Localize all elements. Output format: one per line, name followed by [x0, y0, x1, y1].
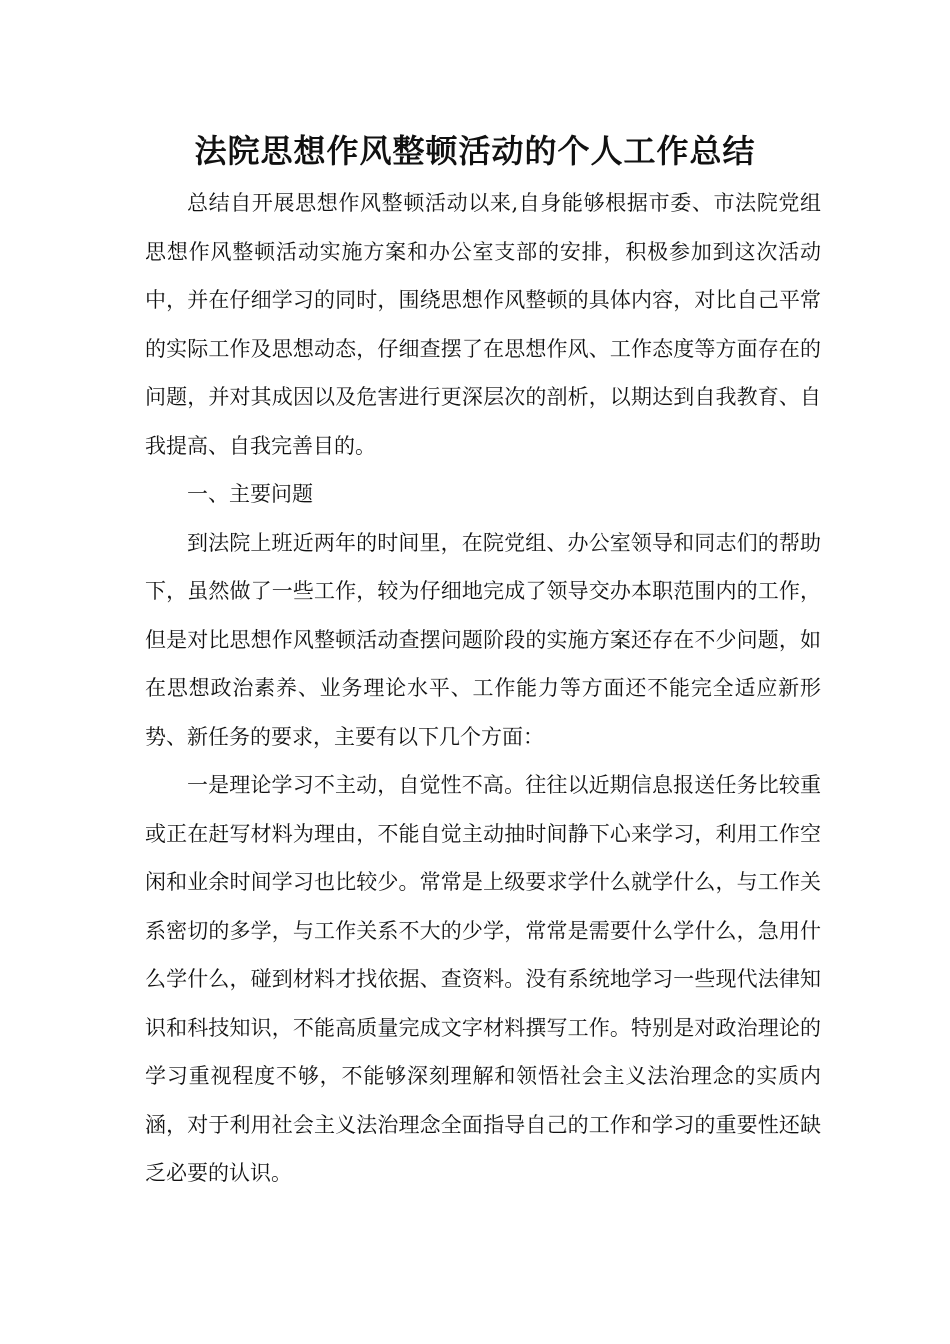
document-title: 法院思想作风整顿活动的个人工作总结 [194, 132, 756, 170]
document-body [145, 179, 821, 1198]
section-heading-main-problems: 一、主要问题 [187, 482, 313, 506]
paragraph-problem-one: 一是理论学习不主动，自觉性不高。往往以近期信息报送任务比较重或正在赶写材料为理由，不能自觉主动抽时间静下心来学习，利用工作空闲和业余时间学习也比较少。常常是上级要求学什么就学什么，与工作关系密切的多学，与工作关系不大的少学，常常是需要什么学什么，急用什么学什么，碰到材料才找依据、查资料。没有系统地学习一些现代法律知识和科技知识，不能高质量完成文字材料撰写工作。特别是对政治理论的学习重视程度不够，不能够深刻理解和领悟社会主义法治理念的实质内涵，对于利用社会主义法治理念全面指导自己的工作和学习的重要性还缺乏必要的认识。 [145, 773, 821, 1185]
paragraph-problems-overview: 到法院上班近两年的时间里，在院党组、办公室领导和同志们的帮助下，虽然做了一些工作，较为仔细地完成了领导交办本职范围内的工作，但是对比思想作风整顿活动查摆问题阶段的实施方案还存在不少问题，如在思想政治素养、业务理论水平、工作能力等方面还不能完全适应新形势、新任务的要求，主要有以下几个方面： [145, 530, 821, 749]
paragraph-intro: 总结自开展思想作风整顿活动以来,自身能够根据市委、市法院党组思想作风整顿活动实施方案和办公室支部的安排，积极参加到这次活动中，并在仔细学习的同时，围绕思想作风整顿的具体内容，对比自己平常的实际工作及思想动态，仔细查摆了在思想作风、工作态度等方面存在的问题，并对其成因以及危害进行更深层次的剖析，以期达到自我教育、自我提高、自我完善目的。 [145, 191, 821, 458]
